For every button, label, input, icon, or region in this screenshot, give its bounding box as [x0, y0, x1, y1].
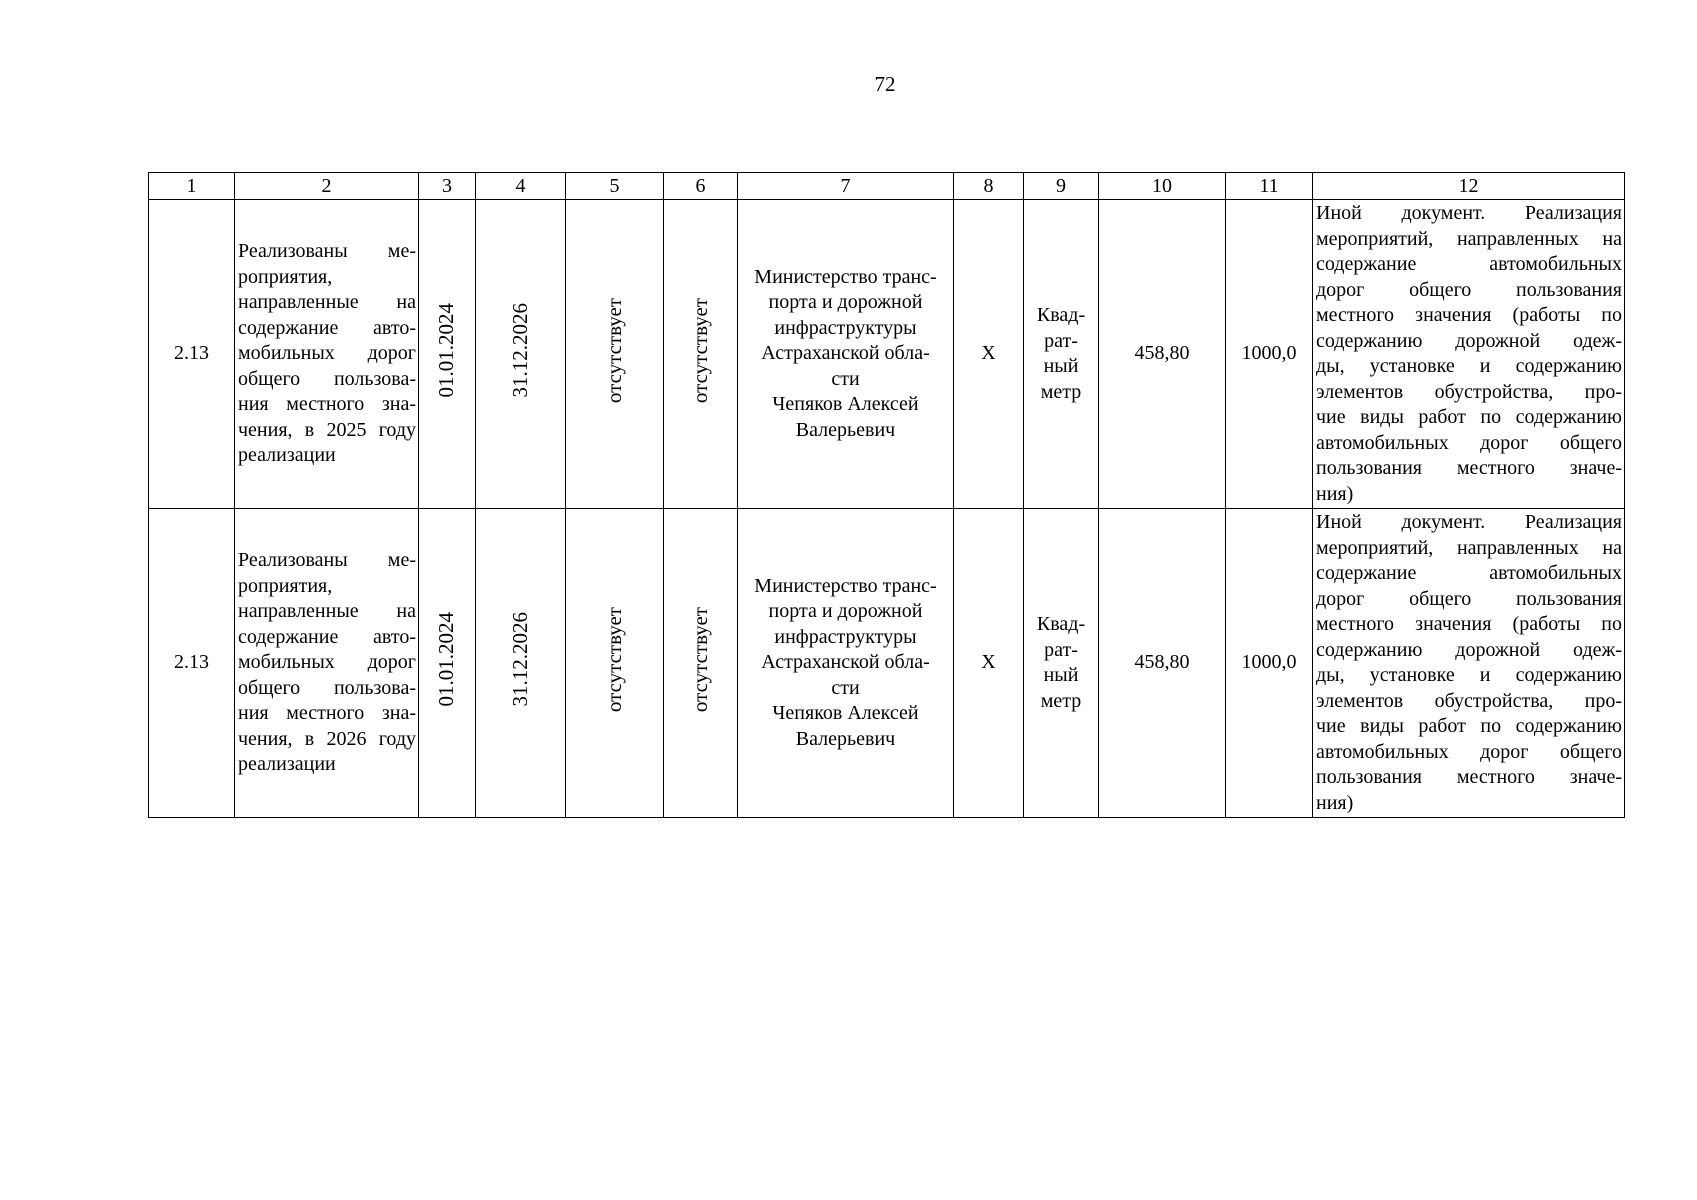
- column-header: 12: [1313, 173, 1625, 200]
- value1-cell: [1099, 200, 1226, 509]
- document-cell: [1313, 509, 1625, 818]
- plan-table: [148, 172, 1625, 818]
- text-line: Министерство транс-: [754, 574, 937, 597]
- text-line: направленные на: [238, 291, 416, 314]
- text-line: содержание автомобильных: [1316, 253, 1622, 275]
- column-header: 6: [664, 173, 738, 200]
- text-line: общего пользова-: [238, 676, 416, 699]
- text-line: ный: [1043, 664, 1079, 686]
- row-number: 2.13: [174, 651, 209, 674]
- text-line: чения, в 2026 году: [238, 727, 416, 750]
- text-line: метр: [1040, 380, 1082, 403]
- start-date: 01.01.2024: [434, 612, 459, 707]
- text-line: местного значения (работы по: [1316, 304, 1622, 326]
- text-line: содержание автомобильных: [1316, 562, 1622, 584]
- text-line: пользования местного значе-: [1316, 457, 1622, 479]
- col5-cell: [566, 200, 664, 509]
- text-line: реализации: [238, 753, 336, 776]
- text-line: Валерьевич: [795, 418, 896, 441]
- text-line: роприятия,: [238, 265, 333, 288]
- text-line: ния): [1316, 482, 1354, 505]
- column-header: 5: [566, 173, 664, 200]
- column-header: 3: [419, 173, 476, 200]
- result-name-cell: [235, 200, 419, 509]
- value1: 458,80: [1134, 651, 1190, 674]
- text-line: реализации: [238, 444, 336, 467]
- column-header: 2: [235, 173, 419, 200]
- text-line: автомобильных дорог общего: [1316, 740, 1622, 763]
- col6-value: отсутствует: [687, 297, 712, 403]
- text-line: ния местного зна-: [238, 702, 416, 725]
- text-line: инфраструктуры: [774, 316, 917, 339]
- column-header: 11: [1226, 173, 1313, 200]
- text-line: содержанию дорожной одеж-: [1316, 329, 1622, 352]
- start-date-cell: [419, 509, 476, 818]
- start-date-cell: [419, 200, 476, 509]
- value2: 1000,0: [1241, 651, 1297, 674]
- unit-cell: [1024, 509, 1099, 818]
- col5-cell: [566, 509, 664, 818]
- row-number: 2.13: [174, 342, 209, 365]
- text-line: роприятия,: [238, 574, 333, 597]
- row-number-cell: [149, 200, 235, 509]
- end-date-cell: [476, 200, 566, 509]
- text-line: Чепяков Алексей: [772, 393, 919, 416]
- col8-value: Х: [981, 342, 996, 365]
- col6-cell: [664, 509, 738, 818]
- text-line: Астраханской обла-: [761, 651, 930, 674]
- text-line: пользования местного значе-: [1316, 766, 1622, 788]
- text-line: ния местного зна-: [238, 393, 416, 416]
- text-line: рат-: [1044, 638, 1078, 661]
- column-header: 1: [149, 173, 235, 200]
- text-line: элементов обустройства, про-: [1316, 380, 1622, 403]
- text-line: Иной документ. Реализация: [1316, 202, 1622, 224]
- col5-value: отсутствует: [601, 606, 626, 712]
- column-header: 9: [1024, 173, 1099, 200]
- text-line: общего пользова-: [238, 367, 416, 390]
- text-line: рат-: [1044, 329, 1078, 352]
- column-header: 4: [476, 173, 566, 200]
- text-line: элементов обустройства, про-: [1316, 689, 1622, 712]
- page-number: 72: [874, 72, 896, 96]
- table-row: [149, 200, 1625, 509]
- text-line: Министерство транс-: [754, 265, 937, 288]
- value2-cell: [1226, 200, 1313, 509]
- text-line: порта и дорожной: [768, 291, 923, 314]
- text-line: инфраструктуры: [774, 625, 917, 648]
- value2-cell: [1226, 509, 1313, 818]
- text-line: ды, установке и содержанию: [1316, 664, 1622, 686]
- text-line: чие виды работ по содержанию: [1316, 406, 1622, 428]
- text-line: порта и дорожной: [768, 600, 923, 623]
- value1-cell: [1099, 509, 1226, 818]
- text-line: Квад-: [1036, 613, 1086, 635]
- unit-cell: [1024, 200, 1099, 509]
- text-line: направленные на: [238, 600, 416, 623]
- col8-cell: [954, 200, 1024, 509]
- text-line: содержание авто-: [238, 625, 416, 648]
- text-line: сти: [831, 676, 860, 699]
- result-name-cell: [235, 509, 419, 818]
- column-header: 8: [954, 173, 1024, 200]
- text-line: содержанию дорожной одеж-: [1316, 638, 1622, 661]
- text-line: чения, в 2025 году: [238, 418, 416, 441]
- text-line: Астраханской обла-: [761, 342, 930, 365]
- column-header: 7: [738, 173, 954, 200]
- value1: 458,80: [1134, 342, 1190, 365]
- col5-value: отсутствует: [601, 297, 626, 403]
- row-number-cell: [149, 509, 235, 818]
- text-line: мероприятий, направленных на: [1316, 536, 1622, 559]
- responsible-cell: [738, 509, 954, 818]
- text-line: дорог общего пользования: [1316, 278, 1622, 301]
- text-line: Иной документ. Реализация: [1316, 511, 1622, 533]
- text-line: автомобильных дорог общего: [1316, 431, 1622, 454]
- value2: 1000,0: [1241, 342, 1297, 365]
- text-line: Реализованы ме-: [238, 240, 416, 263]
- col8-value: Х: [981, 651, 996, 674]
- text-line: мобильных дорог: [238, 342, 416, 365]
- text-line: Валерьевич: [795, 727, 896, 750]
- text-line: Квад-: [1036, 304, 1086, 326]
- col6-value: отсутствует: [687, 606, 712, 712]
- text-line: ный: [1043, 355, 1079, 377]
- text-line: метр: [1040, 689, 1082, 712]
- text-line: Чепяков Алексей: [772, 702, 919, 725]
- col8-cell: [954, 509, 1024, 818]
- responsible-cell: [738, 200, 954, 509]
- column-header: 10: [1099, 173, 1226, 200]
- text-line: Реализованы ме-: [238, 549, 416, 572]
- text-line: мобильных дорог: [238, 651, 416, 674]
- text-line: местного значения (работы по: [1316, 613, 1622, 635]
- end-date: 31.12.2026: [507, 303, 532, 398]
- text-line: ния): [1316, 791, 1354, 814]
- table-row: [149, 509, 1625, 818]
- text-line: содержание авто-: [238, 316, 416, 339]
- text-line: дорог общего пользования: [1316, 587, 1622, 610]
- column-number-row: [149, 173, 1625, 200]
- text-line: мероприятий, направленных на: [1316, 227, 1622, 250]
- end-date-cell: [476, 509, 566, 818]
- col6-cell: [664, 200, 738, 509]
- text-line: сти: [831, 367, 860, 390]
- text-line: ды, установке и содержанию: [1316, 355, 1622, 377]
- end-date: 31.12.2026: [507, 612, 532, 707]
- text-line: чие виды работ по содержанию: [1316, 715, 1622, 737]
- document-cell: [1313, 200, 1625, 509]
- start-date: 01.01.2024: [434, 303, 459, 398]
